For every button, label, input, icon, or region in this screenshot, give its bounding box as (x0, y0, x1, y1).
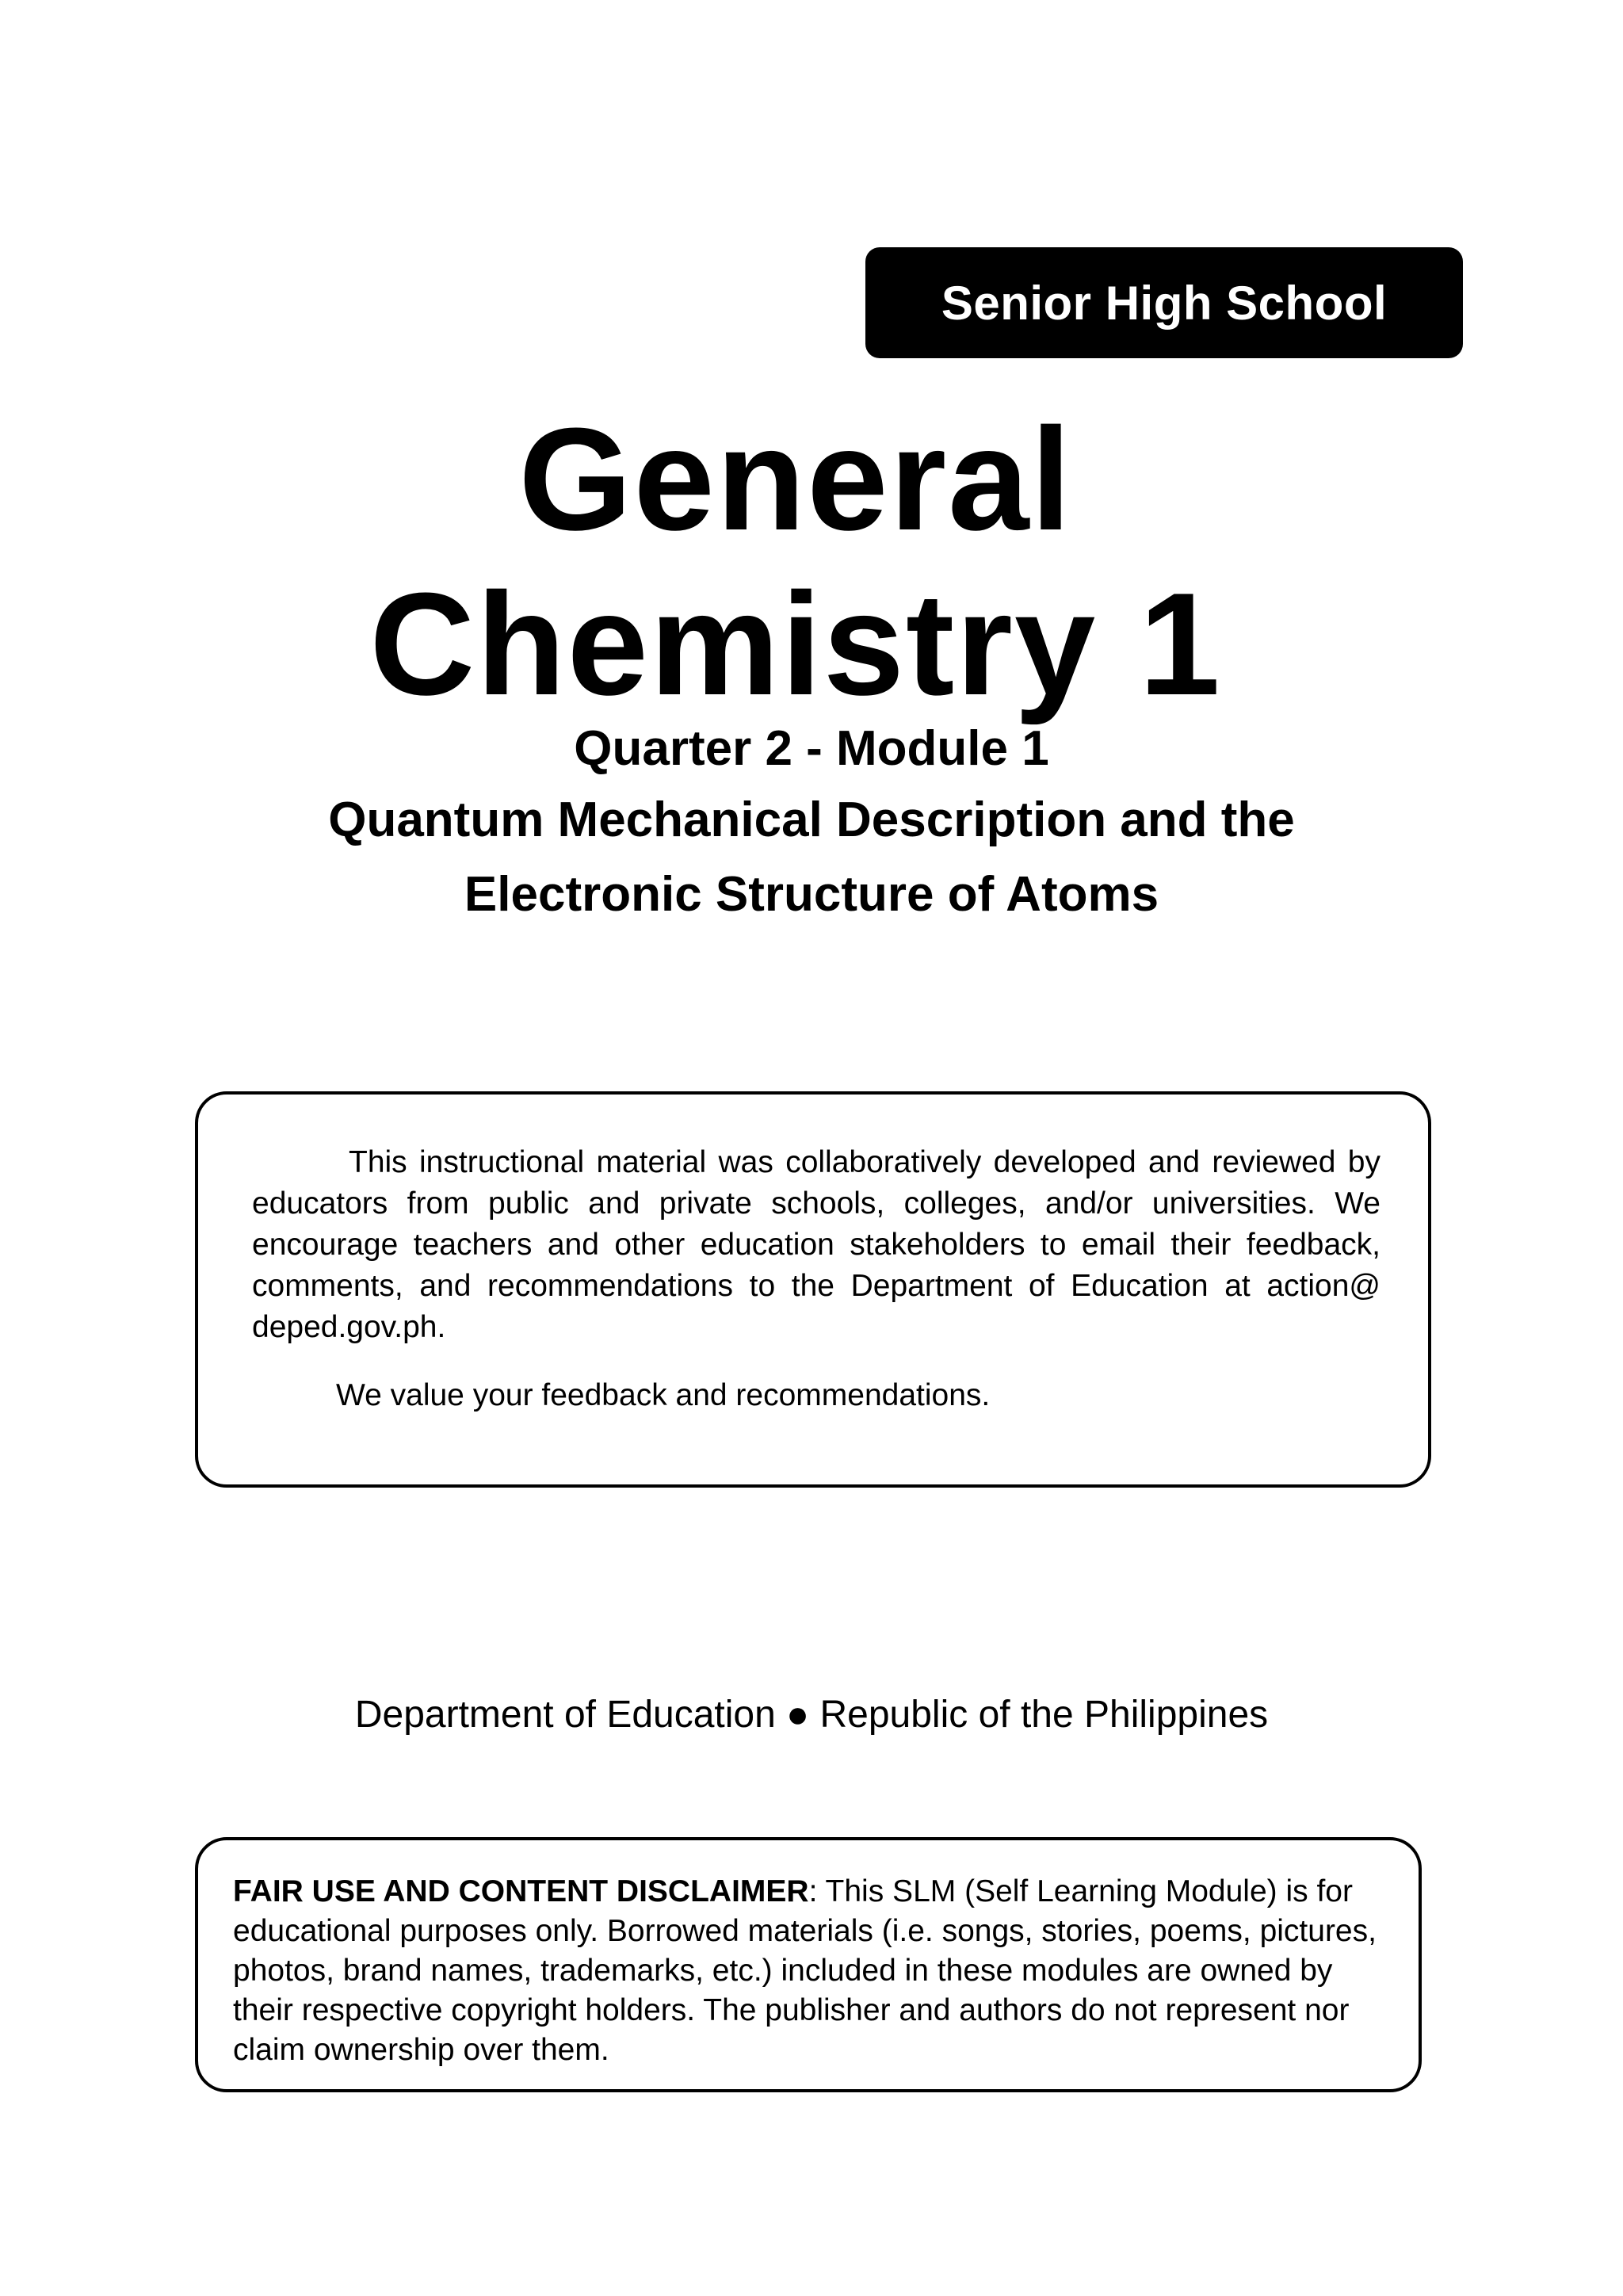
disclaimer-text (233, 1872, 1379, 2070)
department-footer: Department of Education ● Republic of the Philippines (354, 1694, 1269, 1736)
title-line-1: General (518, 397, 1073, 560)
fair-use-disclaimer-box (195, 1837, 1422, 2092)
title-line-2: Chemistry 1 (369, 562, 1222, 725)
quarter-module-heading: Quarter 2 - Module 1 (574, 721, 1049, 776)
disclaimer-body: : This SLM (Self Learning Module) is for educational purposes only. Borrowed materials (i.e. songs, stories, poems, pictures, photos, brand names, trademarks, etc.) included in these modules are owned by their respective copyright holders. The publisher and authors do not represent nor claim ownership over them. (233, 1874, 1377, 2067)
notice-paragraph-2: We value your feedback and recommendations. (336, 1378, 991, 1412)
topic-heading-line-1: Quantum Mechanical Description and the (328, 793, 1295, 847)
feedback-notice-box (195, 1091, 1431, 1488)
topic-heading-line-2: Electronic Structure of Atoms (464, 867, 1159, 922)
badge-label: Senior High School (941, 276, 1388, 330)
senior-high-school-badge (865, 247, 1463, 358)
notice-paragraph-1: This instructional material was collaboratively developed and reviewed by educators from public and private schools, colleges, and/or universities. We encourage teachers and other education stakeholders to email their feedback, comments, and recommendations to the Department of Education at action@ deped.gov.ph. (252, 1145, 1381, 1344)
disclaimer-heading: FAIR USE AND CONTENT DISCLAIMER (233, 1874, 809, 1908)
